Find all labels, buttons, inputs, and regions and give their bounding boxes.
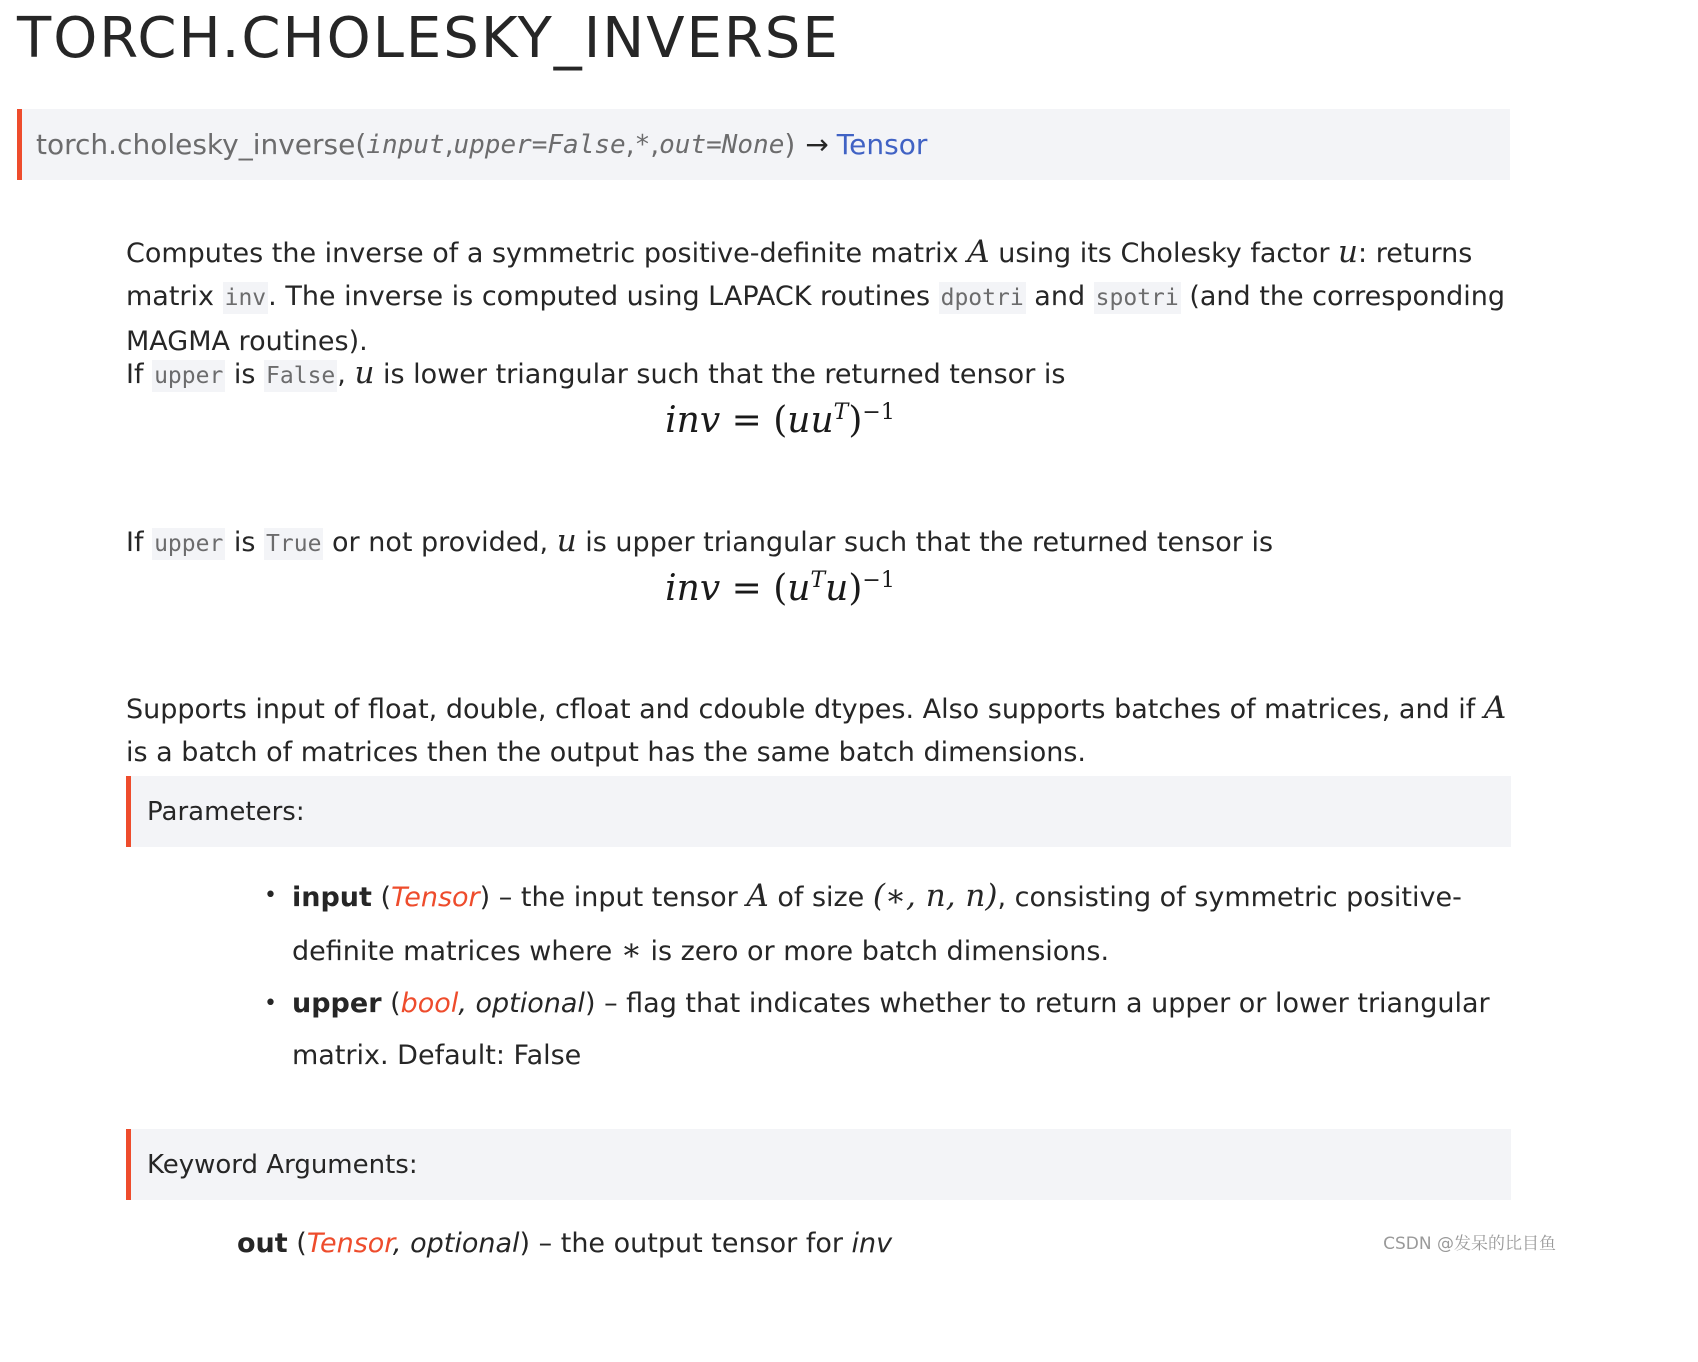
text: is upper triangular such that the returned tensor is (576, 527, 1274, 558)
text: : returns matrix (126, 238, 1473, 312)
text: ) (519, 1228, 531, 1259)
text: If (126, 527, 153, 558)
formula-exponent: −1 (862, 400, 895, 425)
text: , consisting of symmetric positive-definite matrices where (292, 882, 1462, 967)
param-name-upper: upper (292, 988, 382, 1019)
list-item (264, 978, 1512, 1082)
signature-open-paren: ( (355, 128, 367, 161)
text: is a batch of matrices then the output has the same batch dimensions. (126, 737, 1087, 768)
signature-function-name: torch.cholesky_inverse (36, 128, 356, 161)
text: ( (381, 988, 401, 1019)
page-title: TORCH.CHOLESKY_INVERSE (17, 6, 840, 71)
math-size: (∗, n, n) (872, 878, 998, 914)
text: using its Cholesky factor (989, 238, 1339, 269)
signature-arrow: → (805, 128, 829, 161)
formula-upper (0, 568, 1560, 609)
text: If (126, 359, 153, 390)
formula-transpose: T (810, 568, 826, 593)
bullet: • (264, 991, 277, 1016)
math-A: A (746, 878, 769, 914)
formula-body: uu (787, 400, 834, 441)
math-A: A (967, 234, 990, 270)
keyword-arguments-heading: Keyword Arguments: (126, 1129, 1511, 1200)
formula-u: u (825, 568, 849, 609)
text: – flag that indicates whether to return a upper or lower triangular matrix. Default: False (292, 988, 1490, 1071)
formula-transpose: T (833, 400, 849, 425)
parameters-list (264, 870, 1512, 1082)
text: – the output tensor for (530, 1228, 852, 1259)
param-optional: optional (475, 988, 585, 1019)
formula-eq: = ( (720, 400, 788, 441)
kwarg-type-link[interactable]: Tensor (306, 1228, 393, 1259)
text: is (225, 527, 265, 558)
signature-arg-input: input (366, 129, 445, 160)
text: ) (479, 882, 491, 913)
formula-u: u (787, 568, 811, 609)
function-signature (17, 109, 1510, 180)
text: – the input tensor (490, 882, 747, 913)
text: is zero or more batch dimensions. (641, 936, 1110, 967)
text: is (225, 359, 265, 390)
bullet: • (264, 883, 277, 908)
signature-arg-out: out=None (659, 129, 785, 160)
kwarg-inv: inv (851, 1228, 893, 1259)
text: ) (584, 988, 596, 1019)
kwarg-name-out: out (237, 1228, 288, 1259)
param-type-link[interactable]: Tensor (391, 882, 480, 913)
text: , (337, 359, 355, 390)
text: ( (287, 1228, 307, 1259)
code-spotri: spotri (1094, 282, 1181, 314)
math-A: A (1483, 690, 1507, 726)
signature-close-paren: ) (784, 128, 796, 161)
formula-close: ) (848, 568, 863, 609)
param-name-input: input (292, 882, 372, 913)
param-type-link[interactable]: bool (400, 988, 459, 1019)
description-paragraph-2 (126, 352, 1516, 398)
code-false: False (264, 360, 337, 392)
signature-arg-star: * (634, 129, 651, 160)
math-star: ∗ (620, 932, 642, 968)
kwarg-optional: optional (410, 1228, 520, 1259)
signature-arg-upper: upper=False (453, 129, 626, 160)
code-inv: inv (223, 282, 269, 314)
code-upper: upper (152, 360, 225, 392)
text: of size (768, 882, 873, 913)
text: Computes the inverse of a symmetric positive-definite matrix (126, 238, 968, 269)
math-u: u (354, 355, 375, 391)
math-u: u (1338, 234, 1359, 270)
formula-lower (0, 400, 1560, 441)
formula-eq: = ( (720, 568, 788, 609)
list-item (264, 870, 1512, 978)
text: , (458, 988, 476, 1019)
text: ( (371, 882, 392, 913)
code-true: True (264, 528, 323, 560)
formula-lhs: inv (665, 568, 721, 609)
text: and (1025, 281, 1094, 312)
text: (and the corresponding MAGMA routines). (126, 281, 1505, 357)
text: , (392, 1228, 411, 1259)
code-dpotri: dpotri (939, 282, 1026, 314)
formula-lhs: inv (665, 400, 721, 441)
description-paragraph-3 (126, 520, 1516, 566)
signature-sep: , (625, 128, 635, 161)
description-paragraph-4 (126, 687, 1516, 774)
signature-sep: , (650, 128, 660, 161)
signature-sep: , (444, 128, 454, 161)
keyword-argument-out (237, 1222, 892, 1265)
text: is lower triangular such that the returned tensor is (374, 359, 1066, 390)
text: or not provided, (323, 527, 557, 558)
description-paragraph-1 (126, 231, 1516, 363)
math-u: u (556, 523, 577, 559)
formula-exponent: −1 (862, 568, 895, 593)
parameters-heading: Parameters: (126, 776, 1511, 847)
watermark: CSDN @发呆的比目鱼 (1383, 1234, 1556, 1254)
return-type-link[interactable]: Tensor (836, 128, 928, 161)
text: . The inverse is computed using LAPACK routines (268, 281, 939, 312)
text: Supports input of float, double, cfloat and cdouble dtypes. Also supports batches of matrices, and if (126, 694, 1484, 725)
code-upper: upper (152, 528, 225, 560)
formula-close: ) (848, 400, 863, 441)
